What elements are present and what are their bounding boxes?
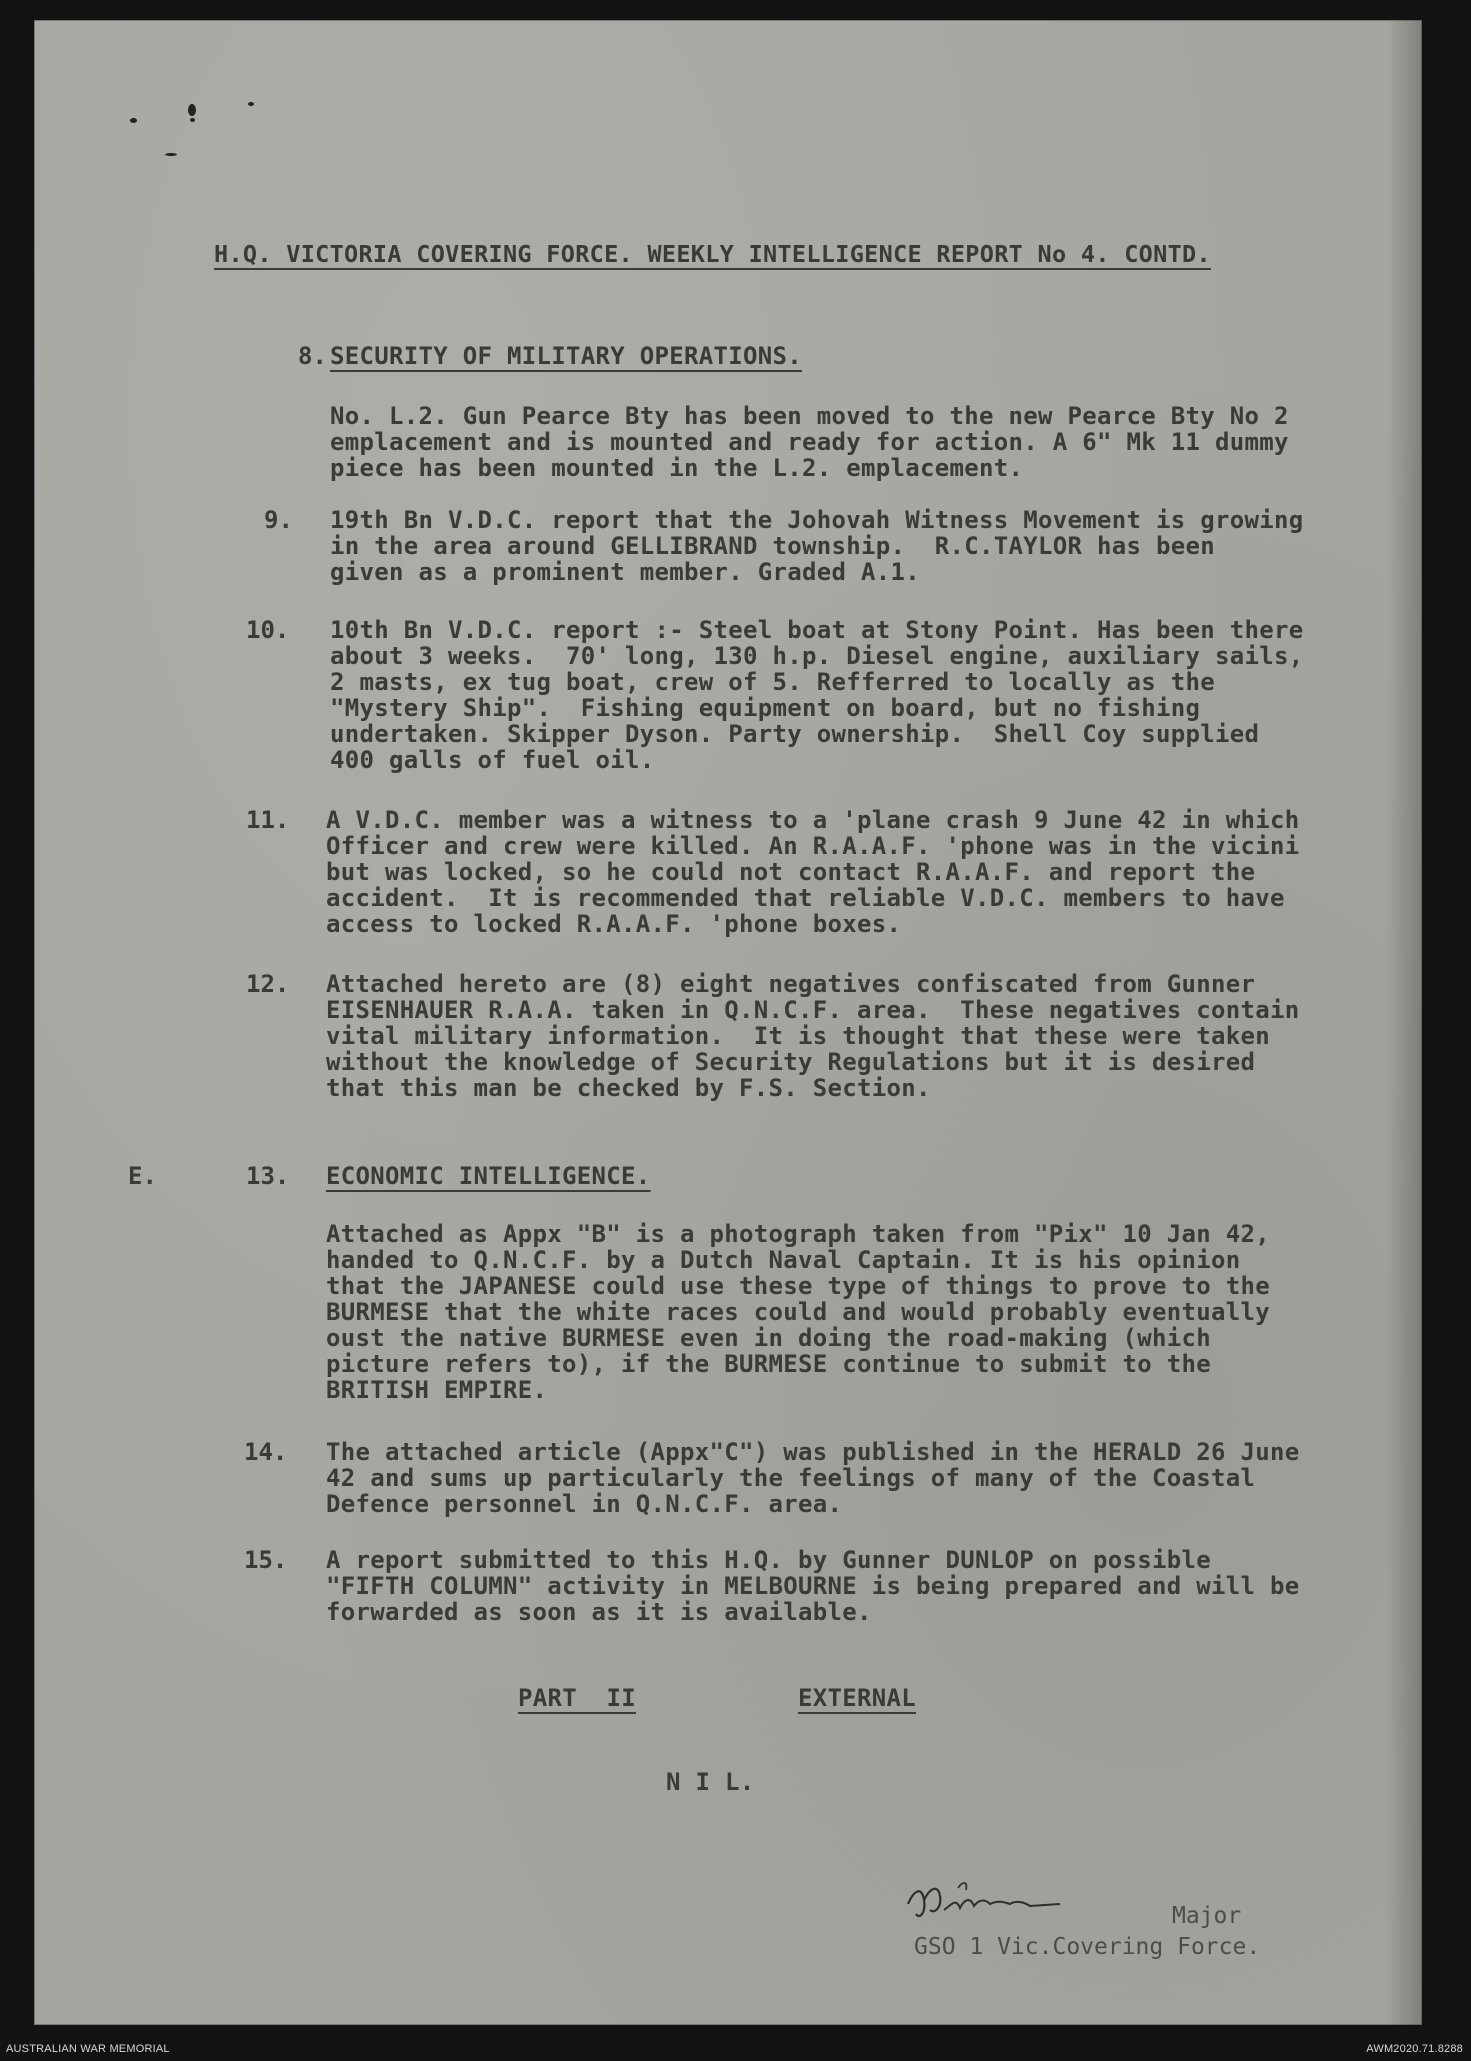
item-line: Attached hereto are (8) eight negatives confiscated from Gunner xyxy=(326,970,1256,998)
part-heading-external: EXTERNAL xyxy=(798,1684,916,1712)
item-number: 8. xyxy=(298,342,327,370)
item-line: emplacement and is mounted and ready for action. A 6" Mk 11 dummy xyxy=(330,428,1289,456)
item-line: A report submitted to this H.Q. by Gunner DUNLOP on possible xyxy=(326,1546,1211,1574)
item-number: 9. xyxy=(264,506,293,534)
section-letter: E. xyxy=(128,1162,157,1190)
item-title: SECURITY OF MILITARY OPERATIONS. xyxy=(330,342,802,370)
footer-institution: AUSTRALIAN WAR MEMORIAL xyxy=(6,2043,170,2055)
item-line: Defence personnel in Q.N.C.F. area. xyxy=(326,1490,843,1518)
item-number: 15. xyxy=(244,1546,288,1574)
item-line: that the JAPANESE could use these type of things to prove to the xyxy=(326,1272,1270,1300)
item-line: A V.D.C. member was a witness to a 'plane crash 9 June 42 in which xyxy=(326,806,1300,834)
item-line: BRITISH EMPIRE. xyxy=(326,1376,548,1404)
item-line: 2 masts, ex tug boat, crew of 5. Refferred to locally as the xyxy=(330,668,1215,696)
item-line: "FIFTH COLUMN" activity in MELBOURNE is being prepared and will be xyxy=(326,1572,1300,1600)
item-line: EISENHAUER R.A.A. taken in Q.N.C.F. area. These negatives contain xyxy=(326,996,1300,1024)
item-line: "Mystery Ship". Fishing equipment on board, but no fishing xyxy=(330,694,1201,722)
item-line: accident. It is recommended that reliable V.D.C. members to have xyxy=(326,884,1285,912)
item-line: without the knowledge of Security Regulations but it is desired xyxy=(326,1048,1256,1076)
item-line: but was locked, so he could not contact R.A.A.F. and report the xyxy=(326,858,1256,886)
item-line: handed to Q.N.C.F. by a Dutch Naval Captain. It is his opinion xyxy=(326,1246,1241,1274)
item-line: No. L.2. Gun Pearce Bty has been moved to the new Pearce Bty No 2 xyxy=(330,402,1289,430)
item-line: Officer and crew were killed. An R.A.A.F. 'phone was in the vicini xyxy=(326,832,1300,860)
item-line: 400 galls of fuel oil. xyxy=(330,746,655,774)
signature-rank: Major xyxy=(1172,1903,1242,1929)
item-line: BURMESE that the white races could and would probably eventually xyxy=(326,1298,1270,1326)
item-number: 13. xyxy=(246,1162,290,1190)
item-line: in the area around GELLIBRAND township. R.C.TAYLOR has been xyxy=(330,532,1215,560)
handwritten-signature xyxy=(900,1870,1160,1940)
item-line: The attached article (Appx"C") was published in the HERALD 26 June xyxy=(326,1438,1300,1466)
sheet-edge-shadow xyxy=(1386,20,1422,2025)
item-line: 42 and sums up particularly the feelings of many of the Coastal xyxy=(326,1464,1256,1492)
item-line: that this man be checked by F.S. Section. xyxy=(326,1074,931,1102)
item-line: picture refers to), if the BURMESE continue to submit to the xyxy=(326,1350,1211,1378)
item-line: about 3 weeks. 70' long, 130 h.p. Diesel engine, auxiliary sails, xyxy=(330,642,1304,670)
item-line: Attached as Appx "B" is a photograph taken from "Pix" 10 Jan 42, xyxy=(326,1220,1270,1248)
part-heading: PART II xyxy=(518,1684,636,1712)
item-number: 14. xyxy=(244,1438,288,1466)
footer-accession: AWM2020.71.8288 xyxy=(1366,2043,1463,2055)
item-line: undertaken. Skipper Dyson. Party ownership. Shell Coy supplied xyxy=(330,720,1260,748)
item-line: vital military information. It is thought that these were taken xyxy=(326,1022,1270,1050)
signature-title: GSO 1 Vic.Covering Force. xyxy=(914,1934,1261,1960)
item-number: 11. xyxy=(246,806,290,834)
item-line: 10th Bn V.D.C. report :- Steel boat at Stony Point. Has been there xyxy=(330,616,1304,644)
item-line: forwarded as soon as it is available. xyxy=(326,1598,872,1626)
item-line: oust the native BURMESE even in doing the road-making (which xyxy=(326,1324,1211,1352)
item-line: piece has been mounted in the L.2. emplacement. xyxy=(330,454,1024,482)
item-line: given as a prominent member. Graded A.1. xyxy=(330,558,920,586)
item-line: 19th Bn V.D.C. report that the Johovah Witness Movement is growing xyxy=(330,506,1304,534)
item-line: access to locked R.A.A.F. 'phone boxes. xyxy=(326,910,902,938)
item-number: 12. xyxy=(246,970,290,998)
item-title: ECONOMIC INTELLIGENCE. xyxy=(326,1162,651,1190)
nil-text: N I L. xyxy=(666,1768,755,1796)
item-number: 10. xyxy=(246,616,290,644)
report-header: H.Q. VICTORIA COVERING FORCE. WEEKLY INTELLIGENCE REPORT No 4. CONTD. xyxy=(214,240,1211,268)
